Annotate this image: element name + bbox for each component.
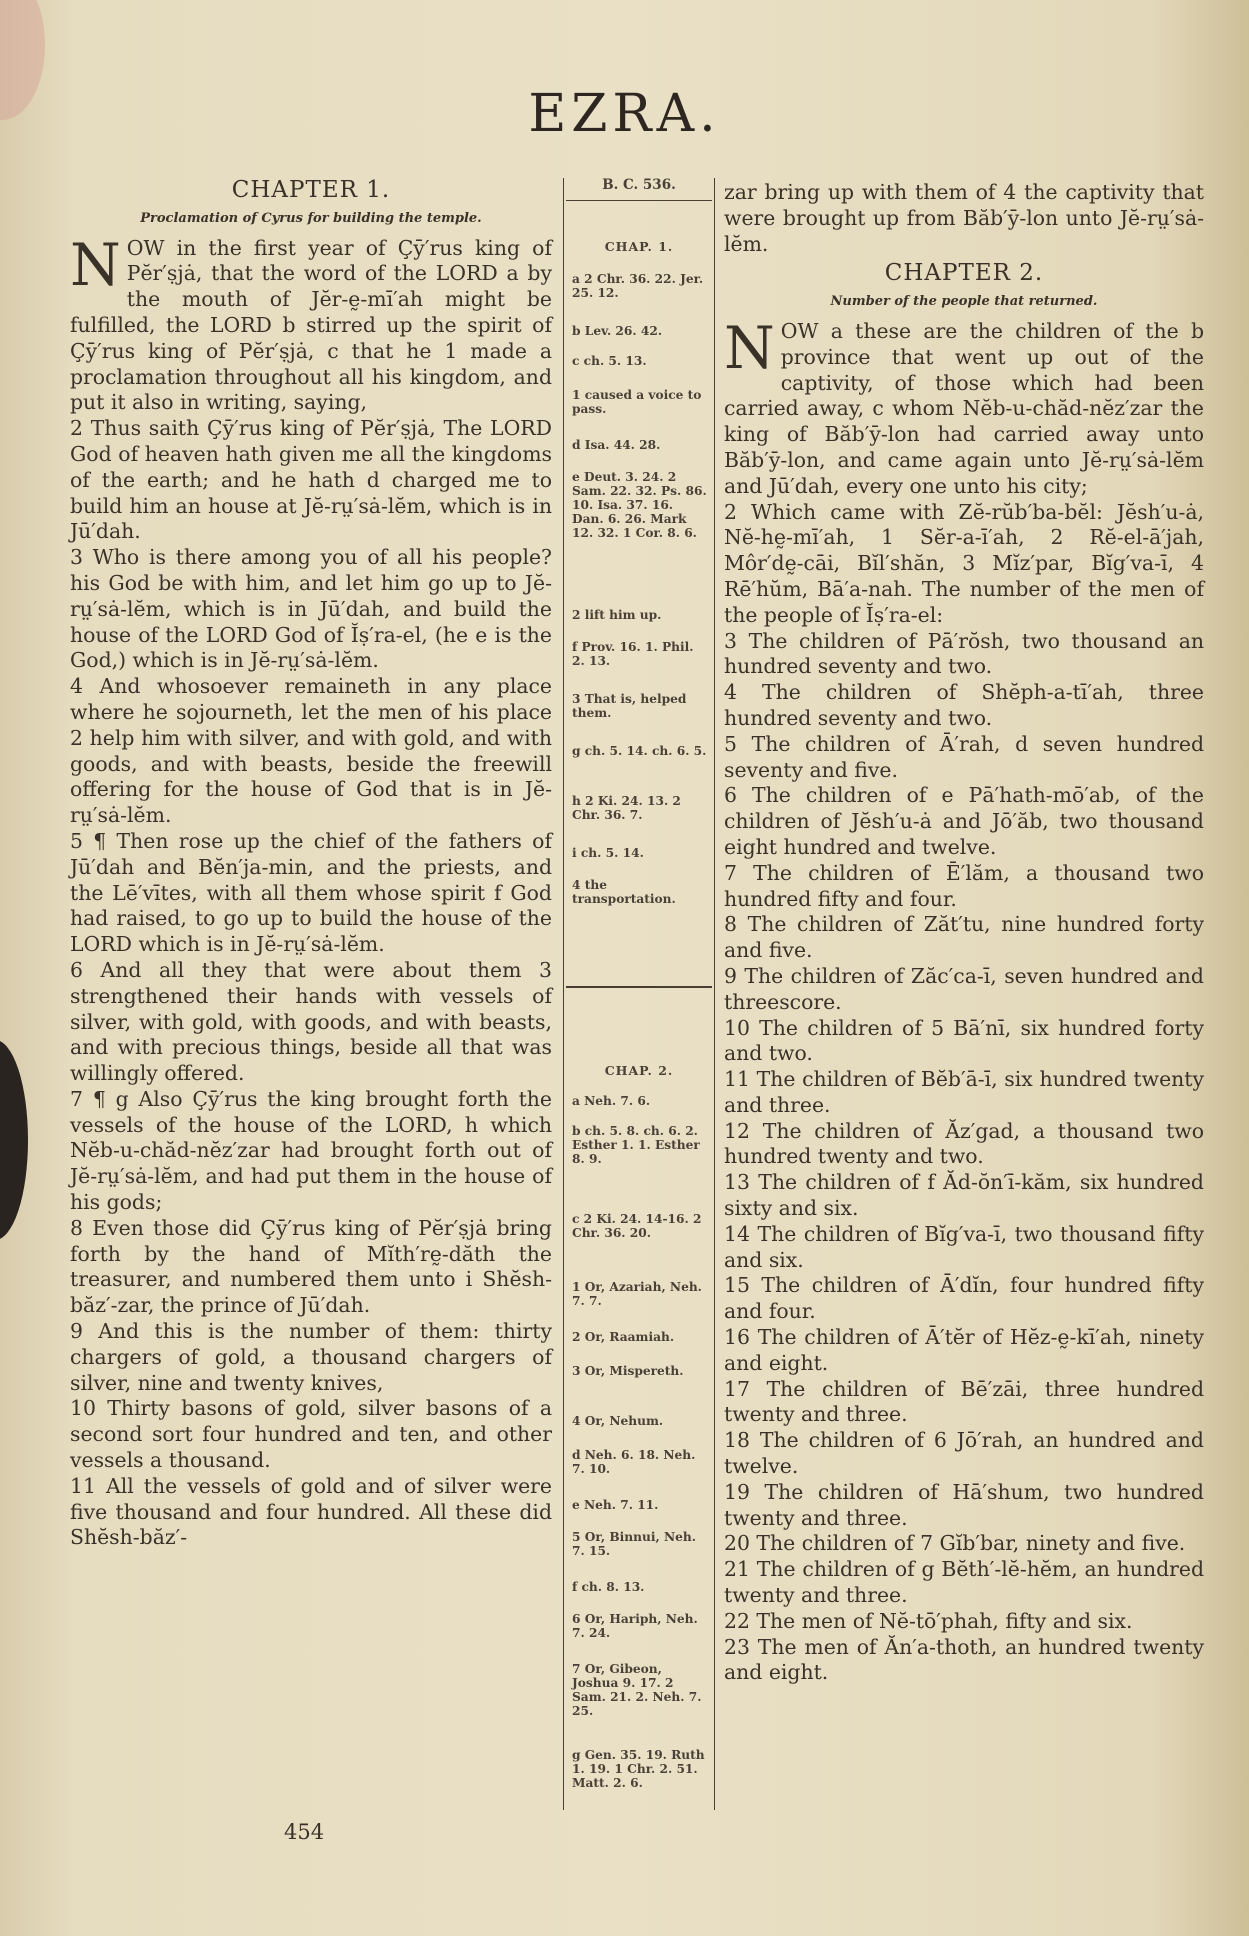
section-rule	[566, 986, 712, 988]
verse-continuation: zar bring up with them of 4 the captivity that were brought up from Băb′ȳ-lon unto Jĕ-rṳ′sȧ-lĕm.	[724, 180, 1204, 256]
cross-reference: a Neh. 7. 6.	[572, 1094, 651, 1108]
chapter-1-summary: Proclamation of Cyrus for building the temple.	[140, 210, 482, 226]
verse: NOW a these are the children of the b province that went up out of the captivity, of those which had been carried away, c whom Nĕb-u-chăd-nĕz′zar the king of Băb′ȳ-lon had carried away unto Băb′ȳ-lon, and came again unto Jĕ-rṳ′sȧ-lĕm and Jū′dah, every one unto his city;	[724, 313, 1204, 498]
cross-reference: e Deut. 3. 24. 2 Sam. 22. 32. Ps. 86. 10. Isa. 37. 16. Dan. 6. 26. Mark 12. 32. 1 Cor. 8. 6.	[572, 470, 707, 540]
bc-date: B. C. 536.	[602, 177, 676, 193]
cross-reference: 1 Or, Azariah, Neh. 7. 7.	[572, 1280, 702, 1308]
dropcap: N	[70, 230, 121, 299]
cross-reference: 7 Or, Gibeon, Joshua 9. 17. 2 Sam. 21. 2. Neh. 7. 25.	[572, 1662, 702, 1718]
left-column	[70, 174, 552, 1551]
verse: 7 The children of Ē′lăm, a thousand two hundred fifty and four.	[724, 860, 1204, 911]
verse: 15 The children of Ā′dĭn, four hundred fifty and four.	[724, 1273, 1204, 1324]
book-title: EZRA.	[528, 84, 721, 144]
chap-1-label: CHAP. 1.	[604, 239, 674, 254]
verse: 4 The children of Shĕph-a-tī′ah, three hundred seventy and two.	[724, 680, 1204, 730]
verse: 11 All the vessels of gold and of silver were five thousand and four hundred. All these did Shĕsh-băz′-	[70, 1473, 552, 1550]
verse: 11 The children of Bĕb′ā-ī, six hundred twenty and three.	[724, 1067, 1204, 1117]
cross-reference: c 2 Ki. 24. 14-16. 2 Chr. 36. 20.	[572, 1212, 702, 1240]
verse: NOW in the first year of Çȳ′rus king of Pĕr′ṣjȧ, that the word of the LORD a by the mouth of Jĕr-ḛ-mī′ah might be fulfilled, the LORD b stirred up the spirit of Çȳ′rus king of Pĕr′ṣjȧ, c that he 1 made a proclamation throughout all his kingdom, and put it also in writing, saying,	[70, 230, 552, 415]
chap-2-label: CHAP. 2.	[604, 1063, 674, 1078]
cross-reference: 2 lift him up.	[572, 608, 662, 622]
cross-reference: 4 the transportation.	[572, 878, 676, 906]
cross-reference: b Lev. 26. 42.	[572, 324, 663, 338]
cross-reference: 6 Or, Hariph, Neh. 7. 24.	[572, 1612, 698, 1640]
cross-reference: d Isa. 44. 28.	[572, 438, 661, 452]
verse: 3 Who is there among you of all his people? his God be with him, and let him go up to Jĕ-rṳ′sȧ-lĕm, which is in Jū′dah, and build the house of the LORD God of Ĭṣ′ra-el, (he e is the God,) which is in Jĕ-rṳ′sȧ-lĕm.	[70, 545, 552, 673]
verse: 5 ¶ Then rose up the chief of the fathers of Jū′dah and Bĕn′ja-min, and the priests, and the Lē′vītes, with all them whose spirit f God had raised, to go up to build the house of the LORD which is in Jĕ-rṳ′sȧ-lĕm.	[70, 828, 552, 957]
chapter-2-heading: CHAPTER 2.	[884, 260, 1044, 287]
cross-reference: 3 Or, Mispereth.	[572, 1364, 684, 1378]
cross-reference: g Gen. 35. 19. Ruth 1. 19. 1 Chr. 2. 51. Matt. 2. 6.	[572, 1748, 705, 1790]
verse: 2 Which came with Zĕ-rŭb′ba-bĕl: Jĕsh′u-ȧ, Nĕ-hḛ-mī′ah, 1 Sĕr-a-ī′ah, 2 Rĕ-el-ā′jah, Môr′dḛ-cāi, Bĭl′shăn, 3 Mĭz′par, Bĭg′va-ī, 4 Rē′hŭm, Bā′a-nah. The number of the men of the people of Ĭṣ′ra-el:	[724, 499, 1204, 627]
rule	[566, 200, 712, 201]
verse: 8 The children of Zăt′tu, nine hundred forty and five.	[724, 912, 1204, 963]
cross-reference: 4 Or, Nehum.	[572, 1414, 664, 1428]
cross-reference: d Neh. 6. 18. Neh. 7. 10.	[572, 1448, 696, 1476]
cross-reference: g ch. 5. 14. ch. 6. 5.	[572, 744, 707, 758]
verse: 10 Thirty basons of gold, silver basons of a second sort four hundred and ten, and other vessels a thousand.	[70, 1396, 552, 1473]
verse: 23 The men of Ăn′a-thoth, an hundred twenty and eight.	[724, 1634, 1204, 1685]
verse: 14 The children of Bĭg′va-ī, two thousand fifty and six.	[724, 1221, 1204, 1272]
page-number: 454	[284, 1820, 325, 1844]
verse: 18 The children of 6 Jō′rah, an hundred and twelve.	[724, 1428, 1204, 1479]
verse: 16 The children of Ā′tĕr of Hĕz-ḛ-kī′ah, ninety and eight.	[724, 1325, 1204, 1375]
cross-reference: 5 Or, Binnui, Neh. 7. 15.	[572, 1530, 696, 1558]
cross-reference: a 2 Chr. 36. 22. Jer. 25. 12.	[572, 272, 704, 300]
verse: 22 The men of Nĕ-tō′phah, fifty and six.	[724, 1608, 1133, 1633]
chapter-2-summary: Number of the people that returned.	[830, 294, 1098, 310]
verse: 7 ¶ g Also Çȳ′rus the king brought forth the vessels of the house of the LORD, h which Nĕb-u-chăd-nĕz′zar had brought forth out of Jĕ-rṳ′sȧ-lĕm, and had put them in the house of his gods;	[70, 1086, 552, 1215]
verse: 21 The children of g Bĕth′-lĕ-hĕm, an hundred twenty and three.	[724, 1557, 1204, 1608]
verse: 13 The children of f Ăd-ŏn′ī-kăm, six hundred sixty and six.	[724, 1170, 1204, 1221]
verse: 2 Thus saith Çȳ′rus king of Pĕr′ṣjȧ, The LORD God of heaven hath given me all the kingdoms of the earth; and he hath d charged me to build him an house at Jĕ-rṳ′sȧ-lĕm, which is in Jū′dah.	[70, 416, 552, 544]
right-column	[724, 180, 1204, 1686]
verse: 9 And this is the number of them: thirty chargers of gold, a thousand chargers of silver, nine and twenty knives,	[70, 1319, 552, 1395]
cross-reference: i ch. 5. 14.	[572, 846, 644, 860]
cross-reference: f Prov. 16. 1. Phil. 2. 13.	[572, 640, 694, 668]
verse: 10 The children of 5 Bā′nī, six hundred forty and two.	[724, 1015, 1204, 1066]
cross-reference: 3 That is, helped them.	[572, 692, 687, 720]
cross-reference: c ch. 5. 13.	[572, 354, 647, 368]
verse: 9 The children of Zăc′ca-ī, seven hundred and threescore.	[724, 963, 1204, 1014]
cross-reference: h 2 Ki. 24. 13. 2 Chr. 36. 7.	[572, 794, 681, 822]
verse: 6 And all they that were about them 3 strengthened their hands with vessels of silver, with gold, with goods, and with beasts, and with precious things, beside all that was willingly offered.	[70, 957, 552, 1086]
column-divider-left	[563, 178, 564, 1810]
verse: 3 The children of Pā′rŏsh, two thousand an hundred seventy and two.	[724, 628, 1204, 679]
verse: 8 Even those did Çȳ′rus king of Pĕr′ṣjȧ bring forth by the hand of Mĭth′rḛ-dăth the treasurer, and numbered them unto i Shĕsh-băz′-zar, the prince of Jū′dah.	[70, 1215, 552, 1318]
cross-reference: f ch. 8. 13.	[572, 1580, 645, 1594]
reference-column	[566, 0, 712, 1936]
verse: 20 The children of 7 Gĭb′bar, ninety and five.	[724, 1531, 1186, 1556]
verse: 5 The children of Ā′rah, d seven hundred seventy and five.	[724, 731, 1204, 782]
chapter-1-heading: CHAPTER 1.	[231, 177, 391, 203]
verse: 4 And whosoever remaineth in any place where he sojourneth, let the men of his place 2 help him with silver, and with gold, and with goods, and with beasts, beside the freewill offering for the house of God that is in Jĕ-rṳ′sȧ-lĕm.	[70, 674, 552, 828]
verse: 19 The children of Hā′shum, two hundred twenty and three.	[724, 1479, 1204, 1530]
dropcap: N	[724, 313, 775, 382]
cross-reference: e Neh. 7. 11.	[572, 1498, 659, 1512]
cross-reference: 1 caused a voice to pass.	[572, 388, 702, 416]
cross-reference: b ch. 5. 8. ch. 6. 2. Esther 1. 1. Esther 8. 9.	[572, 1124, 700, 1166]
column-divider-right	[714, 178, 715, 1810]
thumb-index	[0, 1040, 28, 1240]
verse: 12 The children of Ăz′gad, a thousand two hundred twenty and two.	[724, 1118, 1204, 1169]
verse: 6 The children of e Pā′hath-mō′ab, of the children of Jĕsh′u-ȧ and Jō′ăb, two thousand eight hundred and twelve.	[724, 783, 1204, 859]
cross-reference: 2 Or, Raamiah.	[572, 1330, 675, 1344]
verse: 17 The children of Bē′zāi, three hundred twenty and three.	[724, 1376, 1204, 1427]
